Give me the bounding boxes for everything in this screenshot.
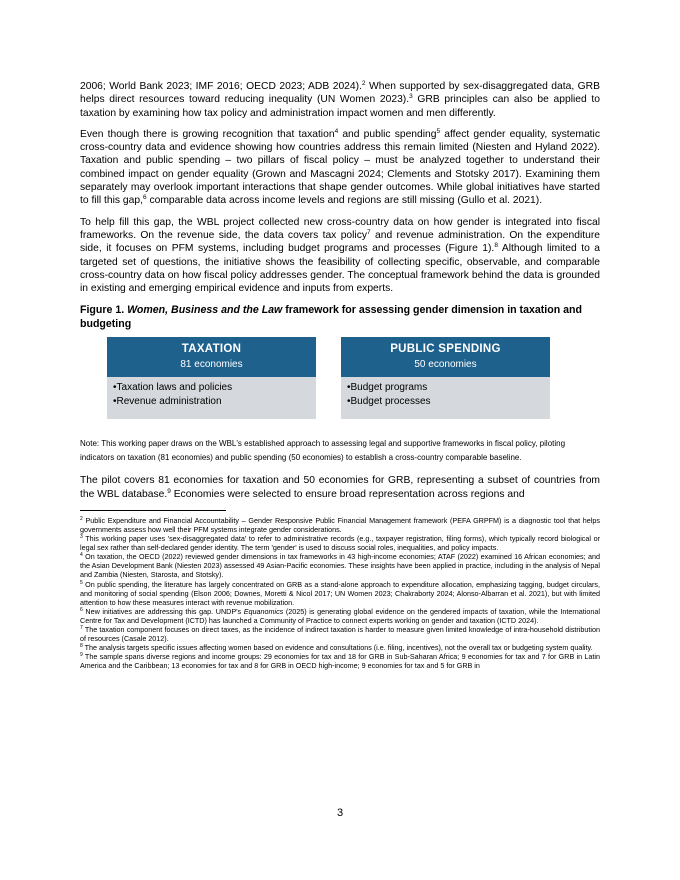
taxation-heading: TAXATION (181, 343, 242, 356)
footnote: $^9$ The sample spans diverse regions and income groups: 29 economies for tax and 18 for GRB in Sub-Saharan Africa; 9 economies for tax and 7 for GRB in Latin America and the Caribbean; 13 economies for tax and 8 for GRB in OECD high-income; 9 economies for tax and 5 for GRB in (80, 652, 600, 671)
footnote-ref[interactable]: 8 (494, 242, 498, 250)
figure-note: Note: This working paper draws on the WBL's established approach to assessing legal and supportive frameworks in fiscal policy, piloting indicators on taxation (81 economies) and public spending (50 economies) to establish a cross-country comparable baseline. (80, 439, 566, 462)
paragraph-4: The pilot covers 81 economies for taxation and 50 economies for GRB, representing a subset of countries from the WBL database.$^9$ Economies were selected to ensure broad representation across regions and (80, 475, 600, 500)
footnote-ref[interactable]: 5 (436, 127, 441, 135)
list-item: •Budget processes (347, 395, 431, 407)
footnote: $^4$ On taxation, the OECD (2022) reviewed gender dimensions in tax frameworks in 43 high-income economies; ATAF (2022) examined 16 African economies; and the Asian Development Bank (Niesten 2023) assessed 49 Asian-Pacific economies. These insights have been applied in practice, including in the analysis of Nepal and Zambia (Niesten, Starosta, and Stotsky). (80, 552, 600, 580)
taxation-box (107, 337, 316, 419)
page-number: 3 (336, 807, 344, 819)
taxation-header (107, 337, 316, 377)
footnote: $^5$ On public spending, the literature has largely concentrated on GRB as a stand-alone approach to expenditure allocation, emphasizing tagging, budget circulars, and monitoring of social spending (Elson 2006; Downes, Moretti & Nicol 2017; UN Women 2023; Chakraborty 2024; Alonso-Albarran et al. 2021), but with limited attention to how these measures interact with revenue mobilization. (80, 579, 600, 607)
footnote-ref[interactable]: 6 (142, 194, 147, 202)
footnote: $^6$ New initiatives are addressing this gap. UNDP's Equanomics (2025) is generating global evidence on the gendered impacts of taxation, while the International Centre for Tax and Development (ICTD) has launched a Community of Practice to connect experts working on gender and taxation (ICTD 2024). (80, 606, 600, 625)
footnote-ref[interactable]: 7 (367, 228, 371, 236)
figure-title: Figure 1. Women, Business and the Law framework for assessing gender dimension in taxation and budgeting (80, 304, 582, 331)
figure-1-diagram (80, 337, 600, 425)
footnote-ref[interactable]: 9 (167, 487, 171, 495)
public-spending-items (341, 377, 550, 419)
list-item: •Revenue administration (113, 395, 222, 407)
footnote: $^3$ This working paper uses 'sex-disaggregated data' to refer to administrative records (e.g., taxpayer registration, filing forms), which typically record biological or legal sex rather than self-declared gender identity. The term 'gender' is used to discuss social roles, inequalities, and policy impacts. (80, 534, 600, 553)
footnote: $^8$ The analysis targets specific issues affecting women based on evidence and consultations (i.e. filing, incentives), not the overall tax or budgeting system quality. (80, 643, 593, 653)
taxation-count: 81 economies (180, 359, 243, 371)
footnote-divider (80, 510, 226, 511)
public-spending-heading: PUBLIC SPENDING (390, 343, 501, 356)
public-spending-header (341, 337, 550, 377)
paragraph-3: To help fill this gap, the WBL project collected new cross-country data on how gender is integrated into fiscal frameworks. On the revenue side, the data covers tax policy$^7$ and revenue administration. On the expenditure side, it focuses on PFM systems, including budget programs and processes (Figure 1).$^8$ Although limited to a targeted set of questions, the initiative shows the feasibility of collecting specific, observable, and comparable cross-country data on how fiscal policy addresses gender. The conceptual framework behind the data is grounded in existing and emerging empirical evidence and inputs from experts. (80, 216, 600, 295)
footnote-ref[interactable]: 2 (361, 80, 366, 87)
footnotes (80, 516, 600, 671)
paragraph-1: 2006; World Bank 2023; IMF 2016; OECD 2023; ADB 2024).$^2$ When supported by sex-disaggregated data, GRB helps direct resources toward reducing inequality (UN Women 2023).$^3$ GRB principles can also be applied to taxation by examining how tax policy and administration impact women and men differently. (80, 80, 601, 119)
footnote: $^7$ The taxation component focuses on direct taxes, as the incidence of indirect taxation is harder to measure given limited knowledge of intra-household distribution of resources (Casale 2012). (80, 624, 600, 644)
list-item: •Taxation laws and policies (113, 382, 233, 394)
footnote-ref[interactable]: 4 (334, 127, 339, 135)
paragraph-2: Even though there is growing recognition that taxation$^4$ and public spending$^5$ affect gender equality, systematic cross-country data and evidence showing how countries address this remain limited (Niesten and Hyland 2022). Taxation and public spending – two pillars of fiscal policy – must be analyzed together to understand their combined impact on gender equality (Grown and Mascagni 2024; Clements and Stotsky 2017). Examining them separately may overlook important interactions that shape gender outcomes. While global initiatives have started to fill this gap,$^6$ comparable data across income levels and regions are still missing (Gullo et al. 2021). (80, 127, 600, 207)
footnote-ref[interactable]: 3 (409, 93, 413, 101)
public-spending-box (341, 337, 550, 419)
footnote: $^2$ Public Expenditure and Financial Accountability – Gender Responsive Public Financial Management framework (PEFA GRPFM) is a diagnostic tool that helps governments assess how well their PFM systems integrate gender considerations. (80, 515, 600, 534)
public-spending-count: 50 economies (414, 359, 477, 371)
list-item: •Budget programs (347, 382, 428, 394)
page-body (80, 80, 600, 670)
taxation-items (107, 377, 316, 419)
